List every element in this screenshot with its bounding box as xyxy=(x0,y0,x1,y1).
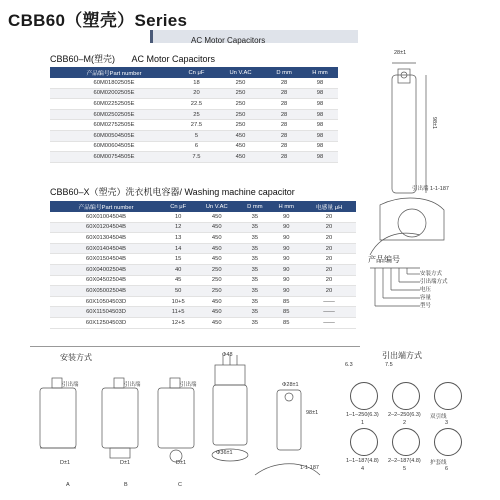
table-row xyxy=(50,264,356,275)
terminal-number: 5 xyxy=(403,466,407,472)
install-label-c: C xyxy=(178,482,182,488)
table-cell: 28 xyxy=(266,109,302,120)
column-header: Un V.AC xyxy=(215,67,266,78)
table-cell: 450 xyxy=(215,130,266,141)
product-code-brackets xyxy=(365,266,425,316)
table-row xyxy=(50,317,356,328)
table-cell: 250 xyxy=(215,78,266,88)
legend-item: 型号 xyxy=(420,303,432,309)
terminal-diagram xyxy=(350,428,378,456)
column-header: H mm xyxy=(302,67,338,78)
section1-title-en: AC Motor Capacitors xyxy=(131,54,216,64)
table-cell: 20 xyxy=(302,243,356,254)
table-cell: 10+5 xyxy=(162,296,194,307)
page-title: CBB60（塑壳）Series xyxy=(8,11,188,30)
table-row xyxy=(50,78,338,88)
table-cell: 5 xyxy=(178,130,215,141)
column-header: 产品编号Part number xyxy=(50,201,162,212)
d-label-c: D±1 xyxy=(176,460,187,466)
terminal-number: 2 xyxy=(403,420,407,426)
table-cell: 450 xyxy=(215,141,266,152)
terminal-number: 6 xyxy=(445,466,449,472)
legend-item: 安装方式 xyxy=(420,271,443,277)
table-cell: 35 xyxy=(239,212,270,222)
table-cell: 45 xyxy=(162,275,194,286)
table-cell: 25 xyxy=(178,109,215,120)
table-row xyxy=(50,152,338,163)
table-row xyxy=(50,233,356,244)
table-cell: 450 xyxy=(194,222,239,233)
table-cell: —— xyxy=(302,307,356,318)
column-header: Cn μF xyxy=(162,201,194,212)
terminal-dim: 6.3 xyxy=(345,362,353,368)
terminal-label: 1–1–250(6.3) xyxy=(346,412,379,418)
table-cell: 250 xyxy=(194,264,239,275)
section2-title: CBB60–X（塑壳）洗衣机电容器/ Washing machine capacitor xyxy=(50,187,295,197)
table-row xyxy=(50,141,338,152)
column-header: 产品编号Part number xyxy=(50,67,178,78)
table-cell: 20 xyxy=(302,222,356,233)
table-cell: 50 xyxy=(162,286,194,297)
width-label: 28±1 xyxy=(394,50,407,56)
table-cell: 20 xyxy=(302,212,356,222)
table-cell: 10 xyxy=(162,212,194,222)
table-cell: 90 xyxy=(271,222,302,233)
terminal-label: 1–1–187(4.8) xyxy=(346,458,379,464)
terminal-diagram xyxy=(392,382,420,410)
h98: 98±1 xyxy=(306,410,319,416)
table-cell: 35 xyxy=(239,275,270,286)
terminal-diagram xyxy=(392,428,420,456)
table-cell: 250 xyxy=(215,120,266,131)
table-cell: 60M00754505E xyxy=(50,152,178,163)
column-header: D mm xyxy=(239,201,270,212)
lead-b: 引出端 xyxy=(124,382,141,388)
product-code-title: 产品编号 xyxy=(368,255,400,264)
table-cell: —— xyxy=(302,317,356,328)
table-cell: 7.5 xyxy=(178,152,215,163)
table-cell: 450 xyxy=(194,212,239,222)
install-title: 安装方式 xyxy=(60,353,92,362)
column-header: Un V.AC xyxy=(194,201,239,212)
table-cell: 90 xyxy=(271,233,302,244)
table-cell: 98 xyxy=(302,120,338,131)
table-cell: 60M02002505E xyxy=(50,88,178,99)
table-cell: 450 xyxy=(194,254,239,265)
column-header: 电感量 μH xyxy=(302,201,356,212)
phi48: Φ48 xyxy=(222,352,233,358)
table-row xyxy=(50,296,356,307)
phi36: Φ36±1 xyxy=(216,450,233,456)
table-cell: 60X01404504B xyxy=(50,243,162,254)
table-cell: 18 xyxy=(178,78,215,88)
table-cell: 20 xyxy=(302,275,356,286)
terminal-label: 双引线 xyxy=(430,414,447,420)
table-cell: 60M00504505E xyxy=(50,130,178,141)
table-row xyxy=(50,222,356,233)
table-cell: 35 xyxy=(239,222,270,233)
table-cell: 98 xyxy=(302,88,338,99)
terminal-label: 2–2–187(4.8) xyxy=(388,458,421,464)
table-cell: 90 xyxy=(271,275,302,286)
table-cell: 60X12504503D xyxy=(50,317,162,328)
table-cell: 35 xyxy=(239,243,270,254)
table-cell: 250 xyxy=(215,109,266,120)
table-cell: 98 xyxy=(302,152,338,163)
table-row xyxy=(50,109,338,120)
table-cell: 28 xyxy=(266,152,302,163)
table-cell: 60X04502504B xyxy=(50,275,162,286)
table-cell: 60M01802505E xyxy=(50,78,178,88)
table-row xyxy=(50,99,338,110)
height-label: 98±1 xyxy=(431,116,438,130)
install-label-a: A xyxy=(66,482,70,488)
table-cell: 450 xyxy=(194,296,239,307)
table-cell: 28 xyxy=(266,130,302,141)
table-cell: 60X11504503D xyxy=(50,307,162,318)
table-cell: 90 xyxy=(271,243,302,254)
table-cell: 250 xyxy=(215,88,266,99)
legend-item: 电压 xyxy=(420,287,432,293)
table-cell: 35 xyxy=(239,254,270,265)
table-cell: 20 xyxy=(302,233,356,244)
table1 xyxy=(50,67,338,163)
table-cell: 60X10504503D xyxy=(50,296,162,307)
table-cell: 60X04002504B xyxy=(50,264,162,275)
table-cell: 28 xyxy=(266,120,302,131)
capacitor-drawing-mid xyxy=(205,355,325,495)
table-cell: 450 xyxy=(194,243,239,254)
table-cell: 27.5 xyxy=(178,120,215,131)
table-cell: 60X01504504B xyxy=(50,254,162,265)
table-cell: 450 xyxy=(194,307,239,318)
table-cell: 28 xyxy=(266,99,302,110)
table-cell: 85 xyxy=(271,307,302,318)
install-drawings xyxy=(30,368,200,478)
table-cell: 22.5 xyxy=(178,99,215,110)
table-cell: 90 xyxy=(271,254,302,265)
section1-title: CBB60–M(塑壳) xyxy=(50,54,116,64)
lead-a: 引出端 xyxy=(62,382,79,388)
capacitor-drawing-top xyxy=(360,45,500,255)
table-cell: 11+5 xyxy=(162,307,194,318)
table-cell: 12+5 xyxy=(162,317,194,328)
table-row xyxy=(50,120,338,131)
table-cell: 90 xyxy=(271,264,302,275)
legend-item: 容量 xyxy=(420,295,432,301)
table-cell: 35 xyxy=(239,264,270,275)
terminal-diagram xyxy=(350,382,378,410)
terminal-number: 4 xyxy=(361,466,365,472)
column-header: Cn μF xyxy=(178,67,215,78)
column-header: D mm xyxy=(266,67,302,78)
install-label-b: B xyxy=(124,482,128,488)
table-cell: 98 xyxy=(302,99,338,110)
mid-lead: 1-1-187 xyxy=(300,465,319,471)
table-cell: 35 xyxy=(239,307,270,318)
table-row xyxy=(50,307,356,318)
table-row xyxy=(50,88,338,99)
table-cell: 20 xyxy=(302,264,356,275)
table-cell: 60X05002504B xyxy=(50,286,162,297)
table-row xyxy=(50,212,356,222)
table-cell: 15 xyxy=(162,254,194,265)
table-cell: 90 xyxy=(271,212,302,222)
table-cell: 98 xyxy=(302,109,338,120)
table2 xyxy=(50,201,356,329)
lead-label: 引出端 1-1-187 xyxy=(412,186,449,192)
terminal-number: 3 xyxy=(445,420,449,426)
table-cell: 60X01004504B xyxy=(50,212,162,222)
table-row xyxy=(50,286,356,297)
table-cell: 85 xyxy=(271,317,302,328)
terminal-title: 引出端方式 xyxy=(382,351,422,360)
table-cell: 98 xyxy=(302,141,338,152)
table-cell: 6 xyxy=(178,141,215,152)
d-label-a: D±1 xyxy=(60,460,71,466)
table-cell: 450 xyxy=(215,152,266,163)
table-cell: 12 xyxy=(162,222,194,233)
table-cell: 14 xyxy=(162,243,194,254)
table-cell: 60M02752505E xyxy=(50,120,178,131)
terminal-label: 2–2–250(6.3) xyxy=(388,412,421,418)
table-cell: 13 xyxy=(162,233,194,244)
table-cell: 40 xyxy=(162,264,194,275)
divider xyxy=(30,346,360,347)
table-cell: 60X01304504B xyxy=(50,233,162,244)
table-cell: —— xyxy=(302,296,356,307)
legend-item: 引出端方式 xyxy=(420,279,448,285)
product-code-legend xyxy=(420,270,448,310)
table-row xyxy=(50,275,356,286)
column-header: H mm xyxy=(271,201,302,212)
subtitle: AC Motor Capacitors xyxy=(191,36,266,45)
terminal-label: 护套线 xyxy=(430,460,447,466)
table-row xyxy=(50,254,356,265)
table-cell: 250 xyxy=(194,286,239,297)
terminal-number: 1 xyxy=(361,420,365,426)
table-cell: 28 xyxy=(266,88,302,99)
table-row xyxy=(50,243,356,254)
phi28: Φ28±1 xyxy=(282,382,299,388)
terminal-dim: 7.5 xyxy=(385,362,393,368)
table-cell: 35 xyxy=(239,296,270,307)
table-row xyxy=(50,130,338,141)
table-cell: 35 xyxy=(239,233,270,244)
d-label-b: D±1 xyxy=(120,460,131,466)
table-cell: 90 xyxy=(271,286,302,297)
table-cell: 35 xyxy=(239,317,270,328)
table-cell: 250 xyxy=(215,99,266,110)
table-cell: 60M00604505E xyxy=(50,141,178,152)
table-cell: 60X01204504B xyxy=(50,222,162,233)
table-cell: 20 xyxy=(302,286,356,297)
table-cell: 20 xyxy=(302,254,356,265)
subtitle-bar xyxy=(150,30,358,43)
table-cell: 98 xyxy=(302,130,338,141)
section1-heading xyxy=(50,52,215,65)
table-cell: 35 xyxy=(239,286,270,297)
table-cell: 60M02252505E xyxy=(50,99,178,110)
terminal-diagram xyxy=(434,428,462,456)
table-cell: 20 xyxy=(178,88,215,99)
terminal-diagram xyxy=(434,382,462,410)
table-cell: 450 xyxy=(194,317,239,328)
table-cell: 98 xyxy=(302,78,338,88)
table-cell: 60M02502505E xyxy=(50,109,178,120)
table-cell: 250 xyxy=(194,275,239,286)
lead-c: 引出端 xyxy=(180,382,197,388)
table-cell: 28 xyxy=(266,141,302,152)
table-cell: 85 xyxy=(271,296,302,307)
table-cell: 450 xyxy=(194,233,239,244)
table-cell: 28 xyxy=(266,78,302,88)
